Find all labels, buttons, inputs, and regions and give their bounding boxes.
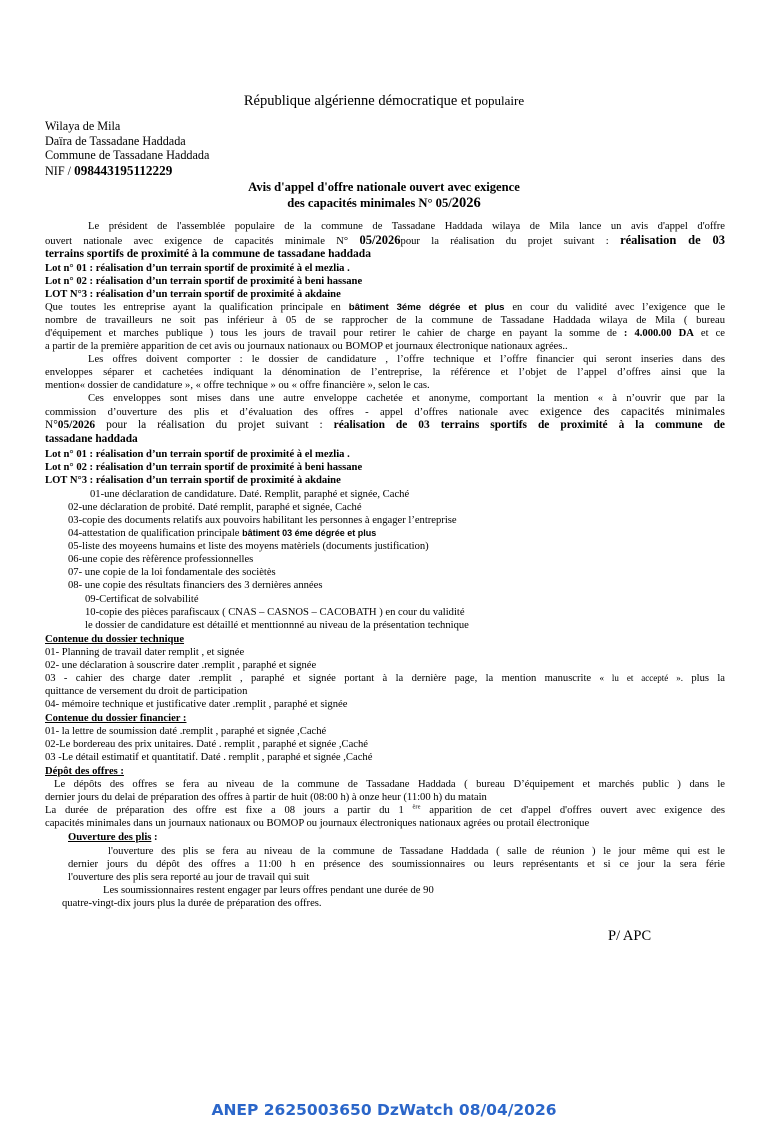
signature-block: P/ APC: [608, 928, 652, 944]
lot-2-line: Lot n° 02 : réalisation d’un terrain sportif de proximité à beni hassane: [45, 276, 363, 287]
lot-1-line-repeat: Lot n° 01 : réalisation d’un terrain sportif de proximité à el mezlia .: [45, 449, 350, 460]
technique-item-1: 01- Planning de travail dater remplit , et signée: [45, 647, 245, 658]
lot-2-line-repeat: Lot n° 02 : réalisation d’un terrain sportif de proximité à beni hassane: [45, 462, 363, 473]
financier-item-2: 02-Le bordereau des prix unitaires. Daté . remplit , paraphé et signée ,Caché: [45, 739, 368, 750]
candidature-item-7: 07- une copie de la loi fondamentale des sociètès: [68, 567, 276, 578]
qualification-line-3: d'équipement et marches publique ) tous les jours de travail pour retirer le cahier de charge en payant la somme de : 4.000.00 DA et ce: [45, 328, 725, 339]
candidature-item-6: 06-une copie des rèfèrence professionnelles: [68, 554, 254, 565]
ouverture-heading: Ouverture des plis :: [68, 832, 158, 843]
ouverture-line-3: l'ouverture des plis sera reporté au jour de travail qui suit: [68, 872, 310, 883]
offres-line-1: Les offres doivent comporter : le dossier de candidature , l’offre technique et l’offre financier qui seront inseries dans des: [88, 354, 725, 365]
notice-title-line-1: Avis d'appel d'offre nationale ouvert avec exigence: [248, 180, 520, 194]
notice-title-line-2: des capacités minimales N° 05/2026: [287, 195, 481, 211]
daira-line: Daïra de Tassadane Haddada: [45, 134, 186, 148]
enveloppes-line-2: commission d’ouverture des plis et d’évaluation des offres - appel d’offres nationale avec exigence des capacités minimales: [45, 405, 725, 418]
candidature-item-5: 05-liste des moyeens humains et liste des moyens matèriels (documents justification): [68, 541, 429, 552]
financier-heading: Contenue du dossier financier :: [45, 713, 187, 724]
depot-line-2: dernier jours du delai de préparation des offres à partir de huit (08:00 h) à onze heur (11:00 h) du matain: [45, 792, 487, 803]
financier-item-1: 01- la lettre de soumission daté .remplit , paraphé et signée ,Caché: [45, 726, 327, 737]
intro-line-1: Le président de l'assemblée populaire de la commune de Tassadane Haddada wilaya de Mila lance un avis d'appel d'offre: [88, 221, 725, 232]
enveloppes-line-4: tassadane haddada: [45, 433, 138, 445]
depot-line-4: capacités minimales dans un journaux nationaux ou BOMOP ou journaux électroniques nationaux agrées ou protail électronique: [45, 818, 590, 829]
candidature-item-1: 01-une déclaration de candidature. Daté. Remplit, paraphé et signée, Caché: [90, 489, 410, 500]
qualification-line-2: nombre de travailleurs ne soit pas inférieur à 05 de se rapprocher de la commune de Tassadane Haddada wilaya de Mila ( bureau: [45, 315, 725, 326]
wilaya-line: Wilaya de Mila: [45, 119, 121, 133]
ouverture-line-4: Les soumissionnaires restent engager par leurs offres pendant une durée de 90: [103, 885, 434, 896]
technique-item-4: 04- mémoire technique et justificative dater .remplit , paraphé et signée: [45, 699, 348, 710]
qualification-line-1: Que toutes les entreprise ayant la qualification principale en bâtiment 3éme dégrée et plus en cour du validité avec l’exigence que le: [45, 302, 725, 313]
commune-line: Commune de Tassadane Haddada: [45, 148, 210, 162]
lot-1-line: Lot n° 01 : réalisation d’un terrain sportif de proximité à el mezlia .: [45, 263, 350, 274]
lot-3-line: LOT N°3 : réalisation d’un terrain sportif de proximité à akdaine: [45, 289, 341, 300]
depot-heading: Dépôt des offres :: [45, 766, 124, 777]
offres-line-3: mention« dossier de candidature », « offre technique » ou « offre financière », selon le cas.: [45, 380, 430, 391]
ouverture-line-5: quatre-vingt-dix jours plus la durée de préparation des offres.: [62, 898, 322, 909]
intro-line-2: ouvert nationale avec exigence de capacités minimale N° 05/2026pour la réalisation du projet suivant : réalisation de 03: [45, 234, 725, 247]
enveloppes-line-3: N°05/2026 pour la réalisation du projet suivant : réalisation de 03 terrains sportifs de proximité à la commune de: [45, 419, 725, 431]
candidature-item-9: 09-Certificat de solvabilité: [85, 594, 199, 605]
intro-line-3: terrains sportifs de proximité à la commune de tassadane haddada: [45, 248, 371, 260]
candidature-item-10: 10-copie des pièces parafiscaux ( CNAS – CASNOS – CACOBATH ) en cour du validité: [85, 607, 465, 618]
enveloppes-line-1: Ces enveloppes sont mises dans une autre enveloppe cachetée et anonyme, comportant la mention « à n’ouvrir que par la: [88, 393, 725, 404]
candidature-item-3: 03-copie des documents relatifs aux pouvoirs habilitant les personnes à engager l’entreprise: [68, 515, 457, 526]
candidature-note: le dossier de candidature est détaillé et menttionnné au niveau de la présentation technique: [85, 620, 469, 631]
ouverture-line-1: l'ouverture des plis se fera au niveau de la commune de Tassadane Haddada ( salle de réunion ) le jour même qui est le: [108, 846, 725, 857]
candidature-item-4: 04-attestation de qualification principale bâtiment 03 éme dégrée et plus: [68, 528, 377, 539]
offres-line-2: enveloppes séparer et cachetées indiquant la dénomination de l’entreprise, la référence et l’objet de l’appel d’offres ainsi que la: [45, 367, 725, 378]
nif-line: NIF / 098443195112229: [45, 163, 173, 178]
technique-item-2: 02- une déclaration à souscrire dater .remplit , paraphé et signée: [45, 660, 317, 671]
republic-heading: République algérienne démocratique et populaire: [243, 93, 525, 109]
financier-item-3: 03 -Le détail estimatif et quantitatif. Daté . remplit , paraphé et signée ,Caché: [45, 752, 373, 763]
lot-3-line-repeat: LOT N°3 : réalisation d’un terrain sportif de proximité à akdaine: [45, 475, 341, 486]
qualification-line-4: a partir de la première apparition de cet avis ou journaux nationaux ou BOMOP et journaux électronique nationaux agrées..: [45, 341, 568, 352]
candidature-item-2: 02-une déclaration de probité. Daté remplit, paraphé et signée, Caché: [68, 502, 362, 513]
technique-heading: Contenue du dossier technique: [45, 634, 185, 645]
depot-line-3: La durée de préparation des offre est fixe a 08 jours a partir du 1 $^{ère}$ apparition de cet d'appel d'offres ouvert avec exigence des: [45, 804, 725, 816]
candidature-item-8: 08- une copie des résultats financiers des 3 dernières années: [68, 580, 323, 591]
ouverture-line-2: dernier jours du dépôt des offres a 11:00 h en présence des soumissionnaires ou leurs représentants et si ce jour la sera férie: [68, 859, 725, 870]
technique-item-3: 03 - cahier des charge dater .remplit , paraphé et signée portant à la dernière page, la mention manuscrite « lu et accepté ». plus la: [45, 673, 725, 684]
depot-line-1: Le dépôts des offres se fera au niveau de la commune de Tassadane Haddada ( bureau D’équipement et marchés public ) dans le: [54, 779, 725, 790]
anep-footer: ANEP 2625003650 DzWatch 08/04/2026: [211, 1101, 557, 1119]
technique-item-3-cont: quittance de versement du droit de participation: [45, 686, 248, 697]
